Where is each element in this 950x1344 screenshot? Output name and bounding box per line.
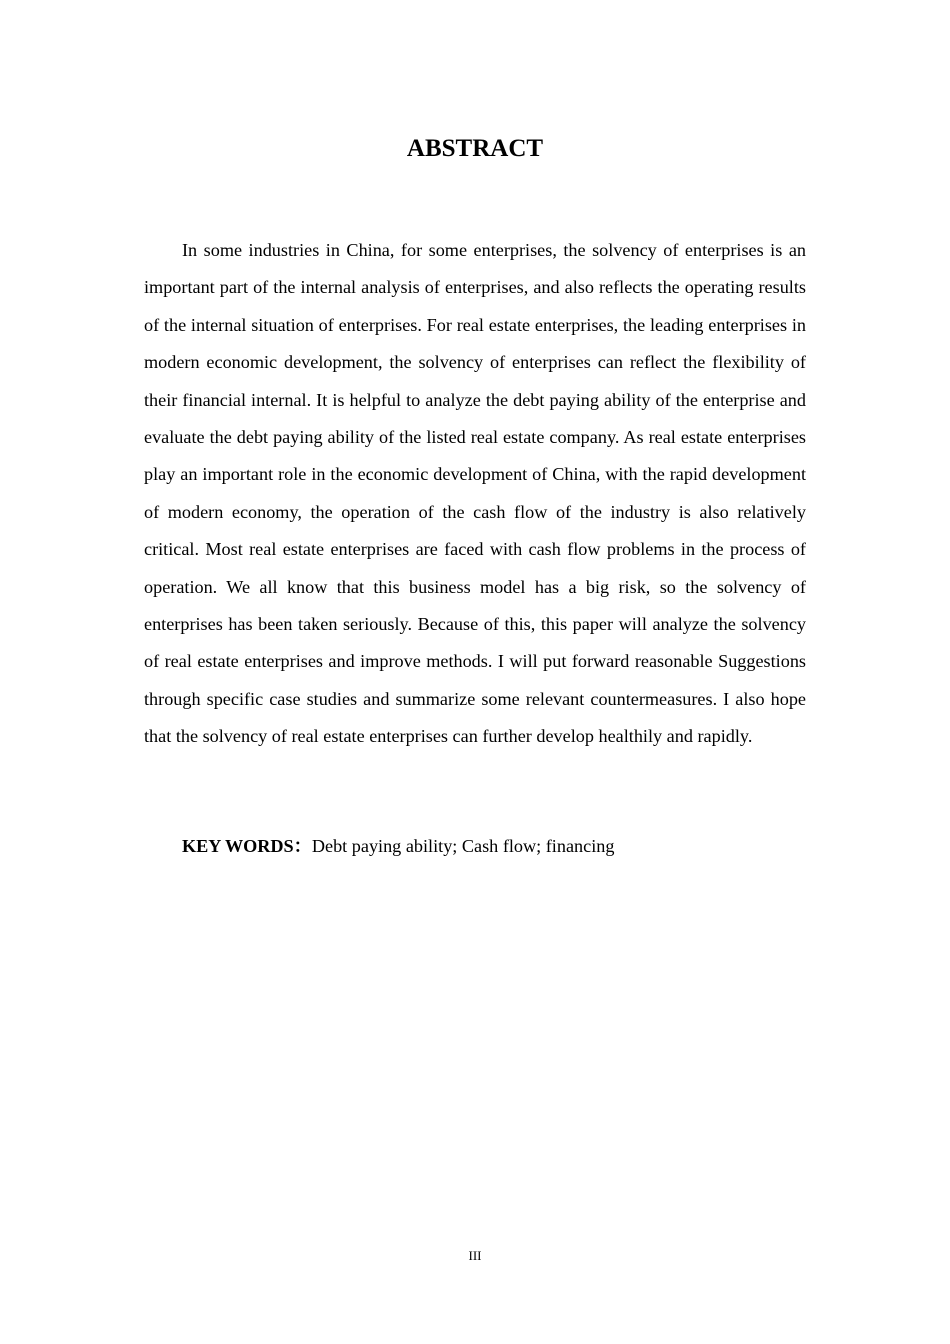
abstract-title: ABSTRACT [406, 135, 544, 162]
keywords-label: KEY WORDS： [182, 836, 312, 856]
keywords-line [182, 828, 802, 864]
page-number: III [468, 1248, 482, 1263]
abstract-body: In some industries in China, for some enterprises, the solvency of enterprises is an important part of the internal analysis of enterprises, and also reflects the operating results of the internal situation of enterprises. For real estate enterprises, the leading enterprises in modern economic development, the solvency of enterprises can reflect the flexibility of their financial internal. It is helpful to analyze the debt paying ability of the enterprise and evaluate the debt paying ability of the listed real estate company. As real estate enterprises play an important role in the economic development of China, with the rapid development of modern economy, the operation of the cash flow of the industry is also relatively critical. Most real estate enterprises are faced with cash flow problems in the process of operation. We all know that this business model has a big risk, so the solvency of enterprises has been taken seriously. Because of this, this paper will analyze the solvency of real estate enterprises and improve methods. I will put forward reasonable Suggestions through specific case studies and summarize some relevant countermeasures. I also hope that the solvency of real estate enterprises can further develop healthily and rapidly. [144, 240, 806, 747]
keywords-text: Debt paying ability; Cash flow; financing [311, 836, 615, 856]
